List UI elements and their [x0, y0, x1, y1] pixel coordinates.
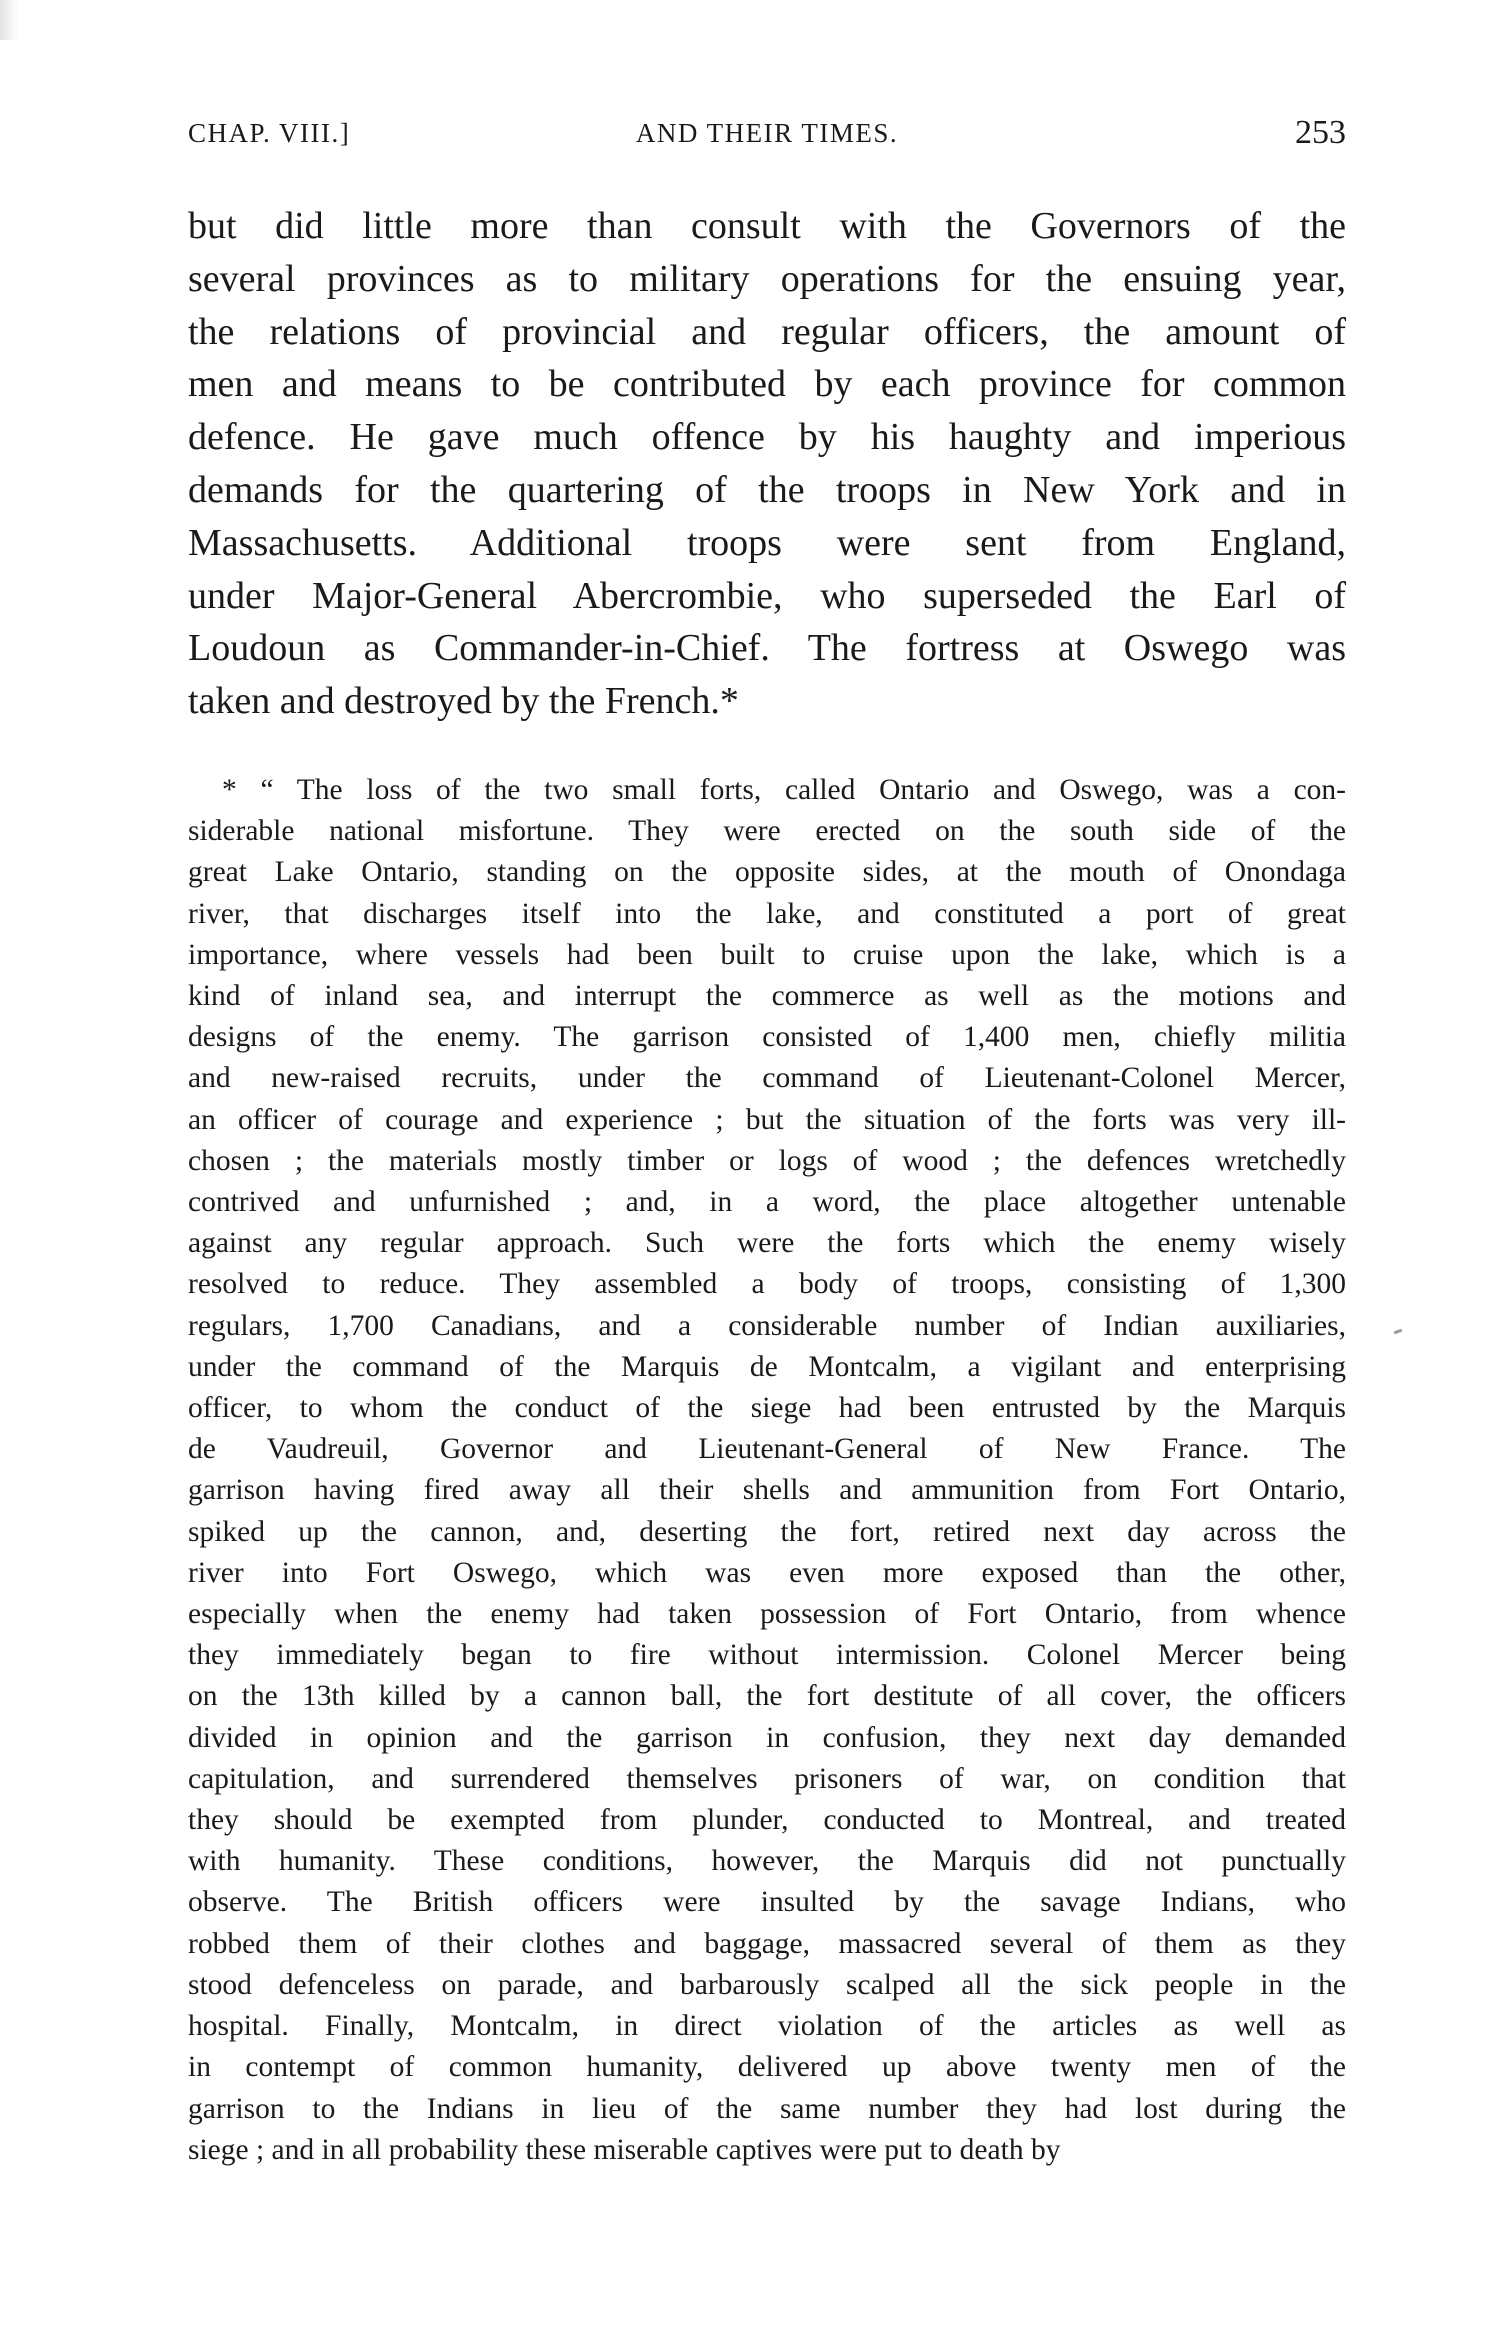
running-title: AND THEIR TIMES. — [635, 118, 899, 148]
body-line: Massachusetts. Additional troops were sent from England, — [188, 521, 1346, 564]
footnote-line: de Vaudreuil, Governor and Lieutenant-General of New France. The — [188, 1433, 1346, 1466]
footnote-line: capitulation, and surrendered themselves prisoners of war, on condition that — [188, 1762, 1346, 1795]
footnote-line: with humanity. These conditions, however, the Marquis did not punctually — [188, 1845, 1346, 1878]
footnote — [188, 770, 1346, 2171]
footnote-line: they should be exempted from plunder, conducted to Montreal, and treated — [188, 1804, 1346, 1837]
margin-mark — [1394, 1329, 1403, 1335]
footnote-line: river, that discharges itself into the lake, and constituted a port of great — [188, 897, 1346, 930]
footnote-line: garrison to the Indians in lieu of the same number they had lost during the — [188, 2092, 1346, 2125]
footnote-line: importance, where vessels had been built to cruise upon the lake, which is a — [188, 938, 1346, 971]
footnote-line: on the 13th killed by a cannon ball, the fort destitute of all cover, the officers — [188, 1680, 1346, 1713]
body-line: several provinces as to military operations for the ensuing year, — [188, 257, 1346, 300]
footnote-line: contrived and unfurnished ; and, in a word, the place altogether untenable — [188, 1186, 1346, 1219]
footnote-line: resolved to reduce. They assembled a body of troops, consisting of 1,300 — [188, 1268, 1346, 1301]
footnote-line: especially when the enemy had taken possession of Fort Ontario, from whence — [188, 1598, 1346, 1631]
footnote-line: under the command of the Marquis de Montcalm, a vigilant and enterprising — [188, 1350, 1346, 1383]
footnote-line: officer, to whom the conduct of the siege had been entrusted by the Marquis — [188, 1392, 1346, 1425]
scan-shadow — [0, 0, 18, 40]
footnote-line: * “ The loss of the two small forts, called Ontario and Oswego, was a con- — [222, 774, 1346, 806]
body-line: but did little more than consult with the Governors of the — [188, 205, 1346, 247]
footnote-line: garrison having fired away all their shells and ammunition from Fort Ontario, — [188, 1474, 1346, 1507]
footnote-line: spiked up the cannon, and, deserting the fort, retired next day across the — [188, 1515, 1346, 1548]
footnote-line: they immediately began to fire without intermission. Colonel Mercer being — [188, 1639, 1346, 1672]
chapter-label: CHAP. VIII.] — [188, 118, 351, 148]
body-line: taken and destroyed by the French.* — [188, 680, 739, 723]
footnote-line: siderable national misfortune. They were erected on the south side of the — [188, 815, 1346, 848]
footnote-line: stood defenceless on parade, and barbarously scalped all the sick people in the — [188, 1968, 1346, 2001]
body-line: under Major-General Abercrombie, who superseded the Earl of — [188, 574, 1346, 617]
footnote-line: hospital. Finally, Montcalm, in direct violation of the articles as well as — [188, 2010, 1346, 2043]
footnote-line: siege ; and in all probability these miserable captives were put to death by — [188, 2133, 1061, 2166]
page-number: 253 — [1295, 114, 1346, 151]
footnote-line: river into Fort Oswego, which was even more exposed than the other, — [188, 1556, 1346, 1589]
main-paragraph — [188, 200, 1346, 728]
footnote-line: regulars, 1,700 Canadians, and a considerable number of Indian auxiliaries, — [188, 1309, 1346, 1342]
body-line: the relations of provincial and regular officers, the amount of — [188, 310, 1346, 353]
body-line: Loudoun as Commander-in-Chief. The fortress at Oswego was — [188, 627, 1346, 670]
footnote-line: designs of the enemy. The garrison consisted of 1,400 men, chiefly militia — [188, 1021, 1346, 1054]
footnote-line: against any regular approach. Such were the forts which the enemy wisely — [188, 1227, 1346, 1260]
body-line: demands for the quartering of the troops in New York and in — [188, 468, 1346, 511]
body-line: men and means to be contributed by each province for common — [188, 363, 1346, 406]
footnote-line: observe. The British officers were insulted by the savage Indians, who — [188, 1886, 1346, 1919]
footnote-line: robbed them of their clothes and baggage, massacred several of them as they — [188, 1927, 1346, 1960]
footnote-line: divided in opinion and the garrison in confusion, they next day demanded — [188, 1721, 1346, 1754]
footnote-line: chosen ; the materials mostly timber or logs of wood ; the defences wretchedly — [188, 1144, 1346, 1177]
running-header — [188, 114, 1346, 158]
footnote-line: in contempt of common humanity, delivered up above twenty men of the — [188, 2051, 1346, 2084]
footnote-line: kind of inland sea, and interrupt the commerce as well as the motions and — [188, 980, 1346, 1013]
footnote-line: an officer of courage and experience ; but the situation of the forts was very ill- — [188, 1103, 1346, 1136]
body-line: defence. He gave much offence by his haughty and imperious — [188, 416, 1346, 459]
footnote-line: and new-raised recruits, under the command of Lieutenant-Colonel Mercer, — [188, 1062, 1346, 1095]
footnote-line: great Lake Ontario, standing on the opposite sides, at the mouth of Onondaga — [188, 856, 1346, 889]
